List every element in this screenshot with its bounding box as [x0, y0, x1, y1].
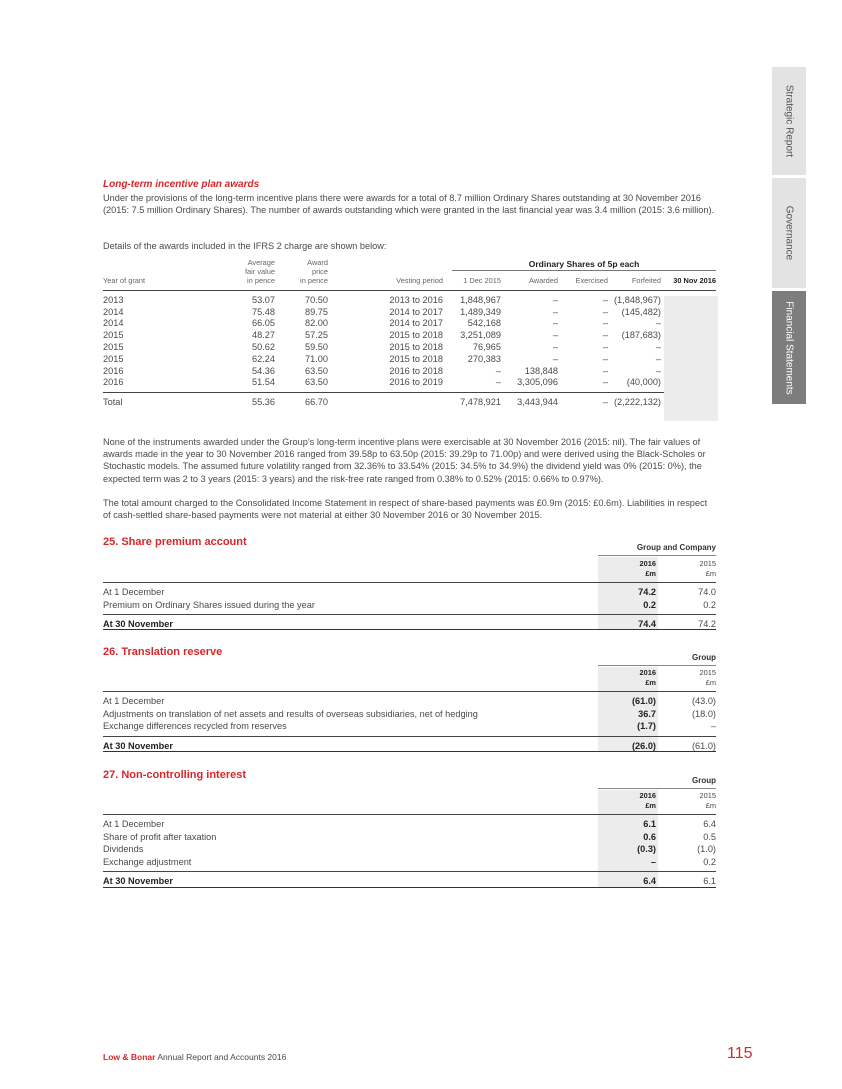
ltip-cell: 66.05: [252, 318, 275, 329]
ltip-total-cell: –: [602, 397, 608, 408]
ltip-total-cell: 55.36: [252, 397, 275, 408]
ordinary-shares-header: Ordinary Shares of 5p each: [528, 259, 640, 269]
table-row: At 1 December 6.1 6.4: [103, 819, 716, 830]
ltip-total-cell: 3,443,944: [517, 397, 558, 408]
note26-title: 26. Translation reserve: [103, 646, 223, 658]
ltip-cell: (145,482): [621, 306, 661, 317]
col-award-price-3: in pence: [300, 276, 328, 285]
ltip-cell: 2014: [103, 318, 124, 329]
ltip-cell: 70.50: [305, 294, 328, 305]
note27-col-2015: 2015: [699, 790, 716, 800]
note25-bottom-rule: [103, 629, 716, 630]
ltip-header-row1: [103, 258, 716, 267]
ltip-cell: 2014 to 2017: [389, 306, 443, 317]
ltip-cell: 2016: [103, 365, 124, 376]
note25-total-row: At 30 November 74.4 74.2: [103, 619, 716, 630]
note26-col-2016: 2016: [639, 667, 656, 677]
ltip-row: [103, 294, 716, 306]
ltip-cell: 59.50: [305, 342, 328, 353]
tab-governance[interactable]: [772, 178, 806, 288]
ltip-cell: 3,251,089: [460, 330, 501, 341]
page-number: 115: [727, 1045, 753, 1062]
ltip-cell: 53.07: [252, 294, 275, 305]
ltip-cell: 75.48: [252, 306, 275, 317]
note27-group-header: Group: [692, 776, 716, 785]
ltip-cell: 89.75: [305, 306, 328, 317]
ltip-cell: 3,305,096: [517, 377, 558, 388]
ltip-details: Details of the awards included in the IFRS 2 charge are shown below:: [103, 241, 387, 251]
ltip-cell: 2015 to 2018: [389, 330, 443, 341]
ltip-cell: 54.36: [252, 365, 275, 376]
ltip-cell: 2015 to 2018: [389, 342, 443, 353]
ltip-cell: –: [602, 377, 608, 388]
ltip-cell: 270,383: [467, 353, 501, 364]
note26-unit-2015: £m: [705, 677, 716, 687]
ltip-cell: 2016 to 2018: [389, 365, 443, 376]
note27-total-row: At 30 November 6.4 6.1: [103, 876, 716, 887]
note26-table: [103, 667, 716, 752]
ltip-cell: –: [552, 330, 558, 341]
footer-brand: Low & Bonar: [103, 1052, 156, 1062]
table-row: Exchange adjustment – 0.2: [103, 856, 716, 867]
note26-unit-2016: £m: [645, 677, 656, 687]
ltip-cell: –: [602, 342, 608, 353]
note25-col-2015: 2015: [699, 558, 716, 568]
ltip-row: [103, 318, 716, 330]
ltip-row: [103, 306, 716, 318]
ltip-cell: –: [655, 318, 661, 329]
ltip-paragraph-1: None of the instruments awarded under the Group’s long-term incentive plans were exercisable at 30 November 2016 (2015: nil). The fair values of awards made in the year to 30 November 2016 ranged from 39.58p to 63.50p (2015: 39.29p to 71.00p) and were derived using the Black-Scholes or Stochastic models. The assumed future volatility ranged from 32.36% to 33.54% (2015: 34.5% to 34.9%) the dividend yield was 0% (2015: 0%), the expected term was 2 to 3 years (2015: 3 years) and the risk-free rate ranged from 0.38% to 0.52% (2015: 0.66% to 0.97%).: [103, 437, 706, 484]
tab-financial-statements[interactable]: [772, 291, 806, 404]
ltip-total-cell: (2,222,132): [614, 397, 661, 408]
note25-group-rule: [598, 555, 716, 556]
table-row: Premium on Ordinary Shares issued during the year 0.2 0.2: [103, 599, 716, 610]
note26-total-row: At 30 November (26.0) (61.0): [103, 740, 716, 751]
ltip-cell: –: [655, 365, 661, 376]
ltip-cell: –: [655, 342, 661, 353]
ltip-cell: 57.25: [305, 330, 328, 341]
col-exercised: Exercised: [575, 276, 608, 285]
ltip-intro: Under the provisions of the long-term incentive plans there were awards for a total of 8.7 million Ordinary Shares outstanding at 30 November 2016 (2015: 7.5 million Ordinary Shares). The number of awards outstanding which were granted in the last financial year was 3.4 million (2015: 3.6 million).: [103, 193, 715, 215]
ltip-row: [103, 377, 716, 389]
ltip-cell: –: [552, 306, 558, 317]
ltip-row: [103, 365, 716, 377]
ltip-paragraph-2: The total amount charged to the Consolidated Income Statement in respect of share-based payments was £0.9m (2015: £0.6m). Liabilities in respect of cash-settled share-based payments were not material at either 30 November 2016 or 30 November 2015.: [103, 498, 708, 520]
ltip-cell: –: [602, 318, 608, 329]
ltip-row: [103, 329, 716, 341]
ltip-cell: 50.62: [252, 342, 275, 353]
note27-table: [103, 790, 716, 888]
col-avg-fair-value-2: fair value: [245, 267, 275, 276]
ltip-cell: –: [602, 294, 608, 305]
tab-label: Financial Statements: [783, 300, 795, 395]
ltip-row: [103, 341, 716, 353]
note27-group-rule: [598, 788, 716, 789]
ltip-cell: 82.00: [305, 318, 328, 329]
ltip-cell: 2015 to 2018: [389, 353, 443, 364]
ltip-cell: 2015: [103, 353, 124, 364]
tab-label: Strategic Report: [783, 84, 795, 158]
ltip-total-cell: [328, 396, 443, 408]
ltip-cell: 62.24: [252, 353, 275, 364]
ltip-cell: –: [602, 365, 608, 376]
ltip-row: [103, 353, 716, 365]
note27-unit-2016: £m: [645, 800, 656, 810]
footer-title: Annual Report and Accounts 2016: [157, 1052, 287, 1062]
note25-title: 25. Share premium account: [103, 536, 247, 548]
ltip-cell: 51.54: [252, 377, 275, 388]
ltip-cell: –: [602, 330, 608, 341]
ltip-total-row: [103, 396, 716, 408]
table-row: Adjustments on translation of net assets and results of overseas subsidiaries, net of hedging 36.7 (18.0): [103, 708, 716, 719]
ltip-cell: (1,848,967): [614, 294, 661, 305]
col-vesting-period: Vesting period: [396, 276, 443, 285]
ltip-cell: –: [602, 306, 608, 317]
col-forfeited: Forfeited: [631, 276, 661, 285]
ltip-cell: 542,168: [467, 318, 501, 329]
footer: [103, 1052, 286, 1062]
note26-bottom-rule: [103, 751, 716, 752]
col-avg-fair-value-3: in pence: [247, 276, 275, 285]
note27-title: 27. Non-controlling interest: [103, 769, 247, 781]
ltip-cell: 2015: [103, 342, 124, 353]
ltip-cell: (187,683): [621, 330, 661, 341]
table-row: Share of profit after taxation 0.6 0.5: [103, 831, 716, 842]
note27-bottom-rule: [103, 887, 716, 888]
note25-unit-2015: £m: [705, 568, 716, 578]
ltip-cell: 2016: [103, 377, 124, 388]
note26-col-2015: 2015: [699, 667, 716, 677]
note27-col-2016: 2016: [639, 790, 656, 800]
ltip-cell: –: [552, 353, 558, 364]
note26-group-header: Group: [692, 653, 716, 662]
ltip-header-row3: [103, 276, 716, 285]
ltip-cell: 71.00: [305, 353, 328, 364]
table-row: At 1 December 74.2 74.0: [103, 587, 716, 598]
table-row: Dividends (0.3) (1.0): [103, 844, 716, 855]
col-1-dec-2015: 1 Dec 2015: [463, 276, 501, 285]
ltip-cell: 76,965: [472, 342, 501, 353]
ltip-cell: –: [602, 353, 608, 364]
note25-unit-2016: £m: [645, 568, 656, 578]
note26-group-rule: [598, 665, 716, 666]
col-award-price-2: price: [311, 267, 328, 276]
ltip-cell: 63.50: [305, 365, 328, 376]
ltip-total-cell: 7,478,921: [460, 397, 501, 408]
note25-col-2016: 2016: [639, 558, 656, 568]
note27-unit-2015: £m: [705, 800, 716, 810]
note25-table: [103, 558, 716, 631]
ltip-cell: 2013 to 2016: [389, 294, 443, 305]
ltip-header-row2: [103, 267, 716, 276]
ltip-cell: 1,848,967: [460, 294, 501, 305]
ltip-cell: 2014 to 2017: [389, 318, 443, 329]
ltip-cell: 48.27: [252, 330, 275, 341]
ltip-cell: 2016 to 2019: [389, 377, 443, 388]
ltip-cell: (40,000): [626, 377, 661, 388]
col-avg-fair-value-1: Average: [247, 258, 275, 267]
ltip-cell: –: [495, 365, 501, 376]
ltip-cell: –: [552, 294, 558, 305]
tab-label: Governance: [783, 205, 795, 261]
ltip-cell: –: [552, 342, 558, 353]
ltip-cell: 1,489,349: [460, 306, 501, 317]
ltip-cell: –: [655, 353, 661, 364]
ltip-cell: 138,848: [524, 365, 558, 376]
ltip-total-cell: 66.70: [305, 397, 328, 408]
ltip-title: Long-term incentive plan awards: [103, 179, 260, 190]
ltip-cell: –: [552, 318, 558, 329]
table-row: Exchange differences recycled from reserves (1.7) –: [103, 721, 716, 732]
tab-strategic-report[interactable]: [772, 67, 806, 175]
col-30-nov-2016: 30 Nov 2016: [673, 276, 716, 285]
table-row: At 1 December (61.0) (43.0): [103, 696, 716, 707]
ltip-cell: –: [495, 377, 501, 388]
ltip-cell: 2015: [103, 330, 124, 341]
note25-group-header: Group and Company: [636, 543, 716, 552]
ltip-table: [103, 258, 716, 408]
col-awarded: Awarded: [528, 276, 558, 285]
ltip-cell: 2013: [103, 294, 124, 305]
ltip-total-cell: Total: [103, 397, 123, 408]
ltip-cell: 63.50: [305, 377, 328, 388]
ltip-cell: 2014: [103, 306, 124, 317]
col-award-price-1: Award: [307, 258, 328, 267]
col-year-of-grant: Year of grant: [103, 276, 146, 285]
current-year-shading: [664, 296, 718, 421]
